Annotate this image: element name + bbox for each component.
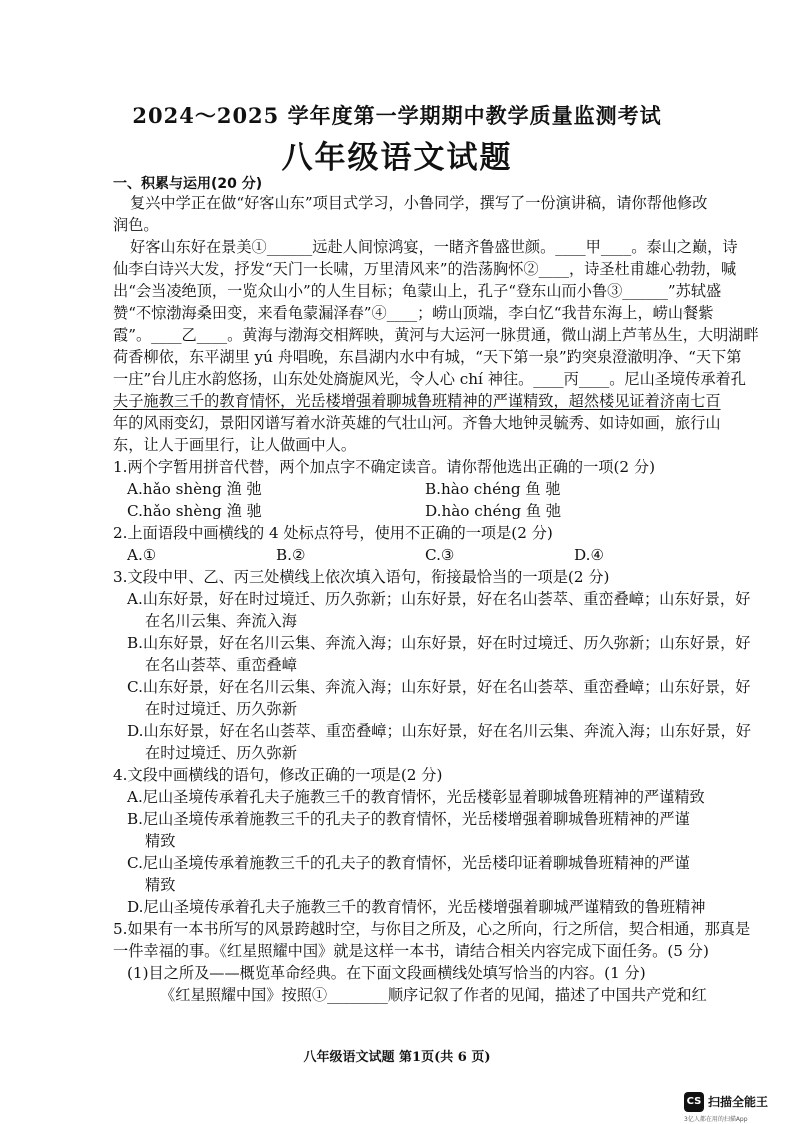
passage-line: 霞”。____乙____。黄海与渤海交相辉映，黄河与大运河一脉贯通，微山湖上芦苇丛生，大明湖畔 <box>113 326 759 344</box>
q2-option-a: A.① <box>127 546 157 564</box>
q2-option-d: D.④ <box>574 546 605 564</box>
watermark-name: 扫描全能王 <box>708 1095 769 1109</box>
passage-line: 年的风雨变幻，景阳冈谱写着水浒英雄的气壮山河。齐鲁大地钟灵毓秀、如诗如画，旅行山 <box>113 414 721 432</box>
passage-line: 赞“不惊渤海桑田变，来看龟蒙漏泽春”④____；崂山顶端，李白忆“我昔东海上，崂山餐紫 <box>113 304 714 322</box>
passage-line: 好客山东好在景美①______远赴人间惊鸿宴，一睹齐鲁盛世颜。____甲____。泰山之巅，诗 <box>130 238 738 256</box>
q4-option-d: D.尼山圣境传承着孔夫子施教三千的教育情怀，光岳楼增强着聊城严谨精致的鲁班精神 <box>127 898 706 916</box>
section-heading: 一、积累与运用(20 分) <box>113 176 263 192</box>
passage-line: 荷香柳依，东平湖里 yú 舟唱晚，东昌湖内水中有城，“天下第一泉”趵突泉澄澈明净、“天下第 <box>113 348 742 366</box>
q3-option-c: C.山东好景，好在名川云集、奔流入海；山东好景，好在名山荟萃、重峦叠嶂；山东好景，好 <box>127 678 751 696</box>
q3-option-c-cont: 在时过境迁、历久弥新 <box>145 700 297 718</box>
question-3: 3.文段中甲、乙、丙三处横线上依次填入语句，衔接最恰当的一项是(2 分) <box>113 568 610 586</box>
q4-option-a: A.尼山圣境传承着孔夫子施教三千的教育情怀，光岳楼彰显着聊城鲁班精神的严谨精致 <box>127 788 705 806</box>
question-4: 4.文段中画横线的语句，修改正确的一项是(2 分) <box>113 766 443 784</box>
page-footer: 八年级语文试题 第1页(共 6 页) <box>303 1050 491 1065</box>
intro-line-2: 润色。 <box>113 216 159 234</box>
passage-line: 一庄”台儿庄水韵悠扬，山东处处旖旎风光，令人心 chí 神往。____丙____。尼山圣境传承着孔 <box>113 370 746 388</box>
watermark-tagline: 3亿人都在用的扫描App <box>684 1116 748 1123</box>
q4-option-c-cont: 精致 <box>145 876 176 894</box>
q4-option-b: B.尼山圣境传承着施教三千的孔夫子的教育情怀，光岳楼增强着聊城鲁班精神的严谨 <box>127 810 690 828</box>
q3-option-a-cont: 在名川云集、奔流入海 <box>145 612 297 630</box>
question-5: 5.如果有一本书所写的风景跨越时空，与你目之所及，心之所向，行之所信，契合相通，那真是 <box>113 920 751 938</box>
question-5-sub: (1)目之所及——概览革命经典。在下面文段画横线处填写恰当的内容。(1 分) <box>127 964 646 982</box>
question-5-cont: 一件幸福的事。《红星照耀中国》就是这样一本书，请结合相关内容完成下面任务。(5 分) <box>113 942 709 960</box>
exam-subtitle: 八年级语文试题 <box>281 140 513 176</box>
camscanner-logo-icon: CS <box>684 1092 704 1112</box>
exam-title: 2024～2025 学年度第一学期期中教学质量监测考试 <box>132 103 662 128</box>
q3-option-a: A.山东好景，好在时过境迁、历久弥新；山东好景，好在名山荟萃、重峦叠嶂；山东好景，好 <box>127 590 751 608</box>
passage-line: 东，让人于画里行，让人做画中人。 <box>113 436 356 454</box>
q2-option-b: B.② <box>276 546 306 564</box>
q1-option-c: C.hǎo shèng 渔 驰 <box>127 502 262 520</box>
q3-option-b-cont: 在名山荟萃、重峦叠嶂 <box>145 656 297 674</box>
scanner-watermark <box>684 1092 792 1122</box>
q1-option-d: D.hào chéng 鱼 弛 <box>425 502 562 520</box>
q1-option-a: A.hǎo shèng 渔 弛 <box>127 480 262 498</box>
q4-option-b-cont: 精致 <box>145 832 176 850</box>
question-2: 2.上面语段中画横线的 4 处标点符号，使用不正确的一项是(2 分) <box>113 524 553 542</box>
q3-option-d-cont: 在时过境迁、历久弥新 <box>145 744 297 762</box>
q3-option-d: D.山东好景，好在名山荟萃、重峦叠嶂；山东好景，好在名川云集、奔流入海；山东好景，好 <box>127 722 751 740</box>
q2-option-c: C.③ <box>425 546 455 564</box>
passage-line: 出“会当凌绝顶，一览众山小”的人生目标；龟蒙山上，孔子“登东山而小鲁③______”苏轼盛 <box>113 282 722 300</box>
q4-option-c: C.尼山圣境传承着施教三千的孔夫子的教育情怀，光岳楼印证着聊城鲁班精神的严谨 <box>127 854 690 872</box>
question-1: 1.两个字暂用拼音代替，两个加点字不确定读音。请你帮他选出正确的一项(2 分) <box>113 458 656 476</box>
q1-option-b: B.hào chéng 鱼 驰 <box>425 480 561 498</box>
passage-line: 仙李白诗兴大发，抒发“天门一长啸，万里清风来”的浩荡胸怀②____，诗圣杜甫雄心勃勃，喊 <box>113 260 737 278</box>
q3-option-b: B.山东好景，好在名川云集、奔流入海；山东好景，好在时过境迁、历久弥新；山东好景，好 <box>127 634 751 652</box>
question-5-text: 《红星照耀中国》按照①________顺序记叙了作者的见闻，描述了中国共产党和红 <box>160 986 707 1004</box>
intro-line-1: 复兴中学正在做“好客山东”项目式学习，小鲁同学，撰写了一份演讲稿，请你帮他修改 <box>130 194 708 212</box>
underlined-passage-line: 夫子施教三千的教育情怀，光岳楼增强着聊城鲁班精神的严谨精致，超然楼见证着济南七百 <box>113 392 721 410</box>
